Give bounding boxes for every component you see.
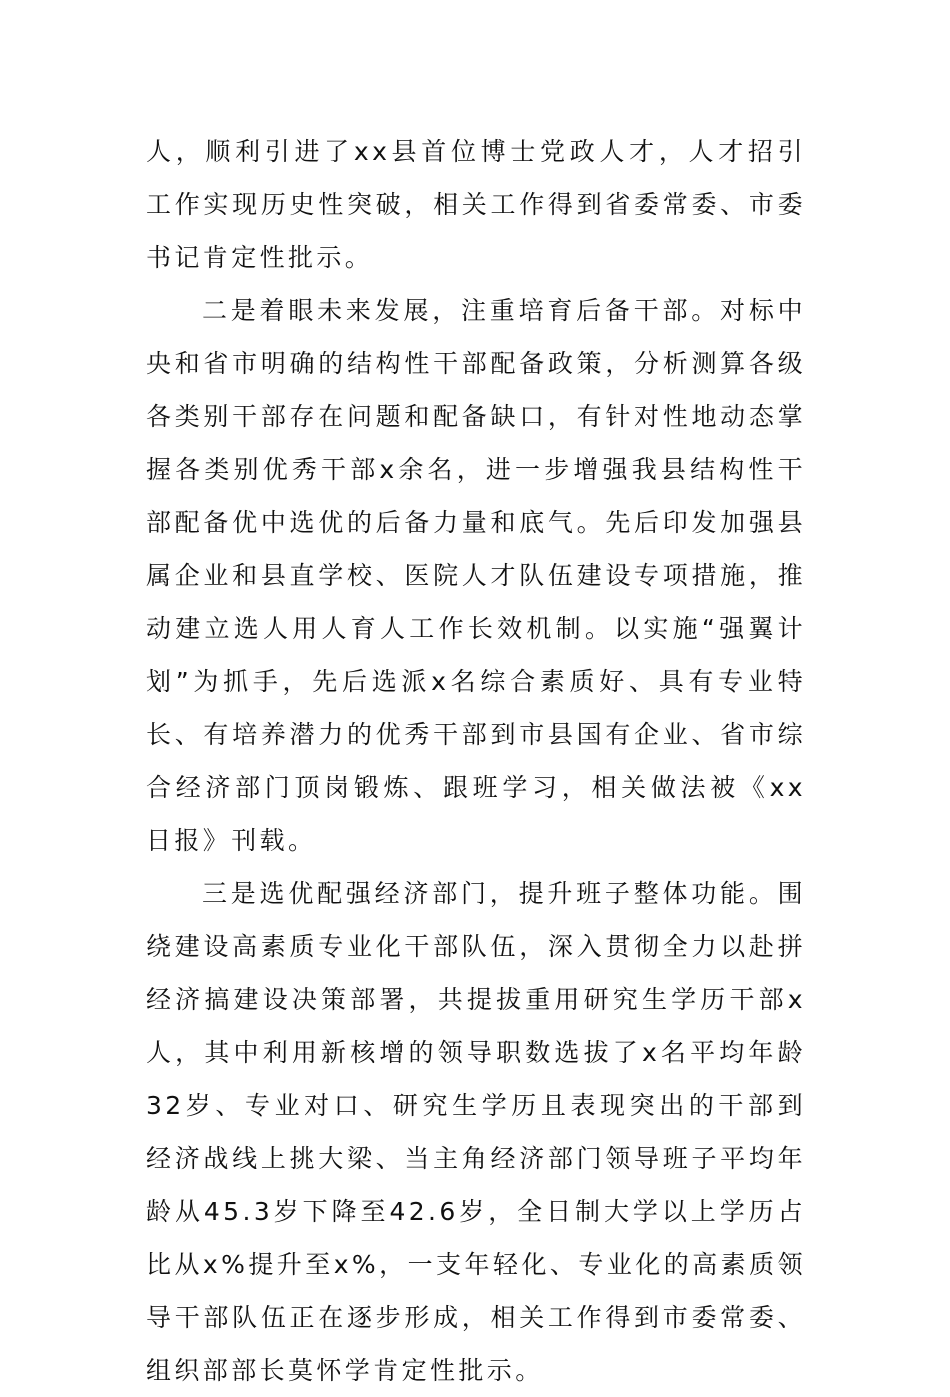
- document-body: [146, 125, 806, 1397]
- paragraph-economic-departments: 三是选优配强经济部门，提升班子整体功能。围绕建设高素质专业化干部队伍，深入贯彻全力以赴拼经济搞建设决策部署，共提拔重用研究生学历干部x人，其中利用新核增的领导职数选拔了x名平均年龄32岁、专业对口、研究生学历且表现突出的干部到经济战线上挑大梁、当主角经济部门领导班子平均年龄从45.3岁下降至42.6岁，全日制大学以上学历占比从x%提升至x%，一支年轻化、专业化的高素质领导干部队伍正在逐步形成，相关工作得到市委常委、组织部部长莫怀学肯定性批示。: [146, 879, 806, 1385]
- paragraph-reserve-cadres: 二是着眼未来发展，注重培育后备干部。对标中央和省市明确的结构性干部配备政策，分析测算各级各类别干部存在问题和配备缺口，有针对性地动态掌握各类别优秀干部x余名，进一步增强我县结构性干部配备优中选优的后备力量和底气。先后印发加强县属企业和县直学校、医院人才队伍建设专项措施，推动建立选人用人育人工作长效机制。以实施“强翼计划”为抓手，先后选派x名综合素质好、具有专业特长、有培养潜力的优秀干部到市县国有企业、省市综合经济部门顶岗锻炼、跟班学习，相关做法被《xx日报》刊载。: [146, 296, 806, 855]
- paragraph-continuation: 人，顺利引进了xx县首位博士党政人才，人才招引工作实现历史性突破，相关工作得到省委常委、市委书记肯定性批示。: [146, 137, 806, 272]
